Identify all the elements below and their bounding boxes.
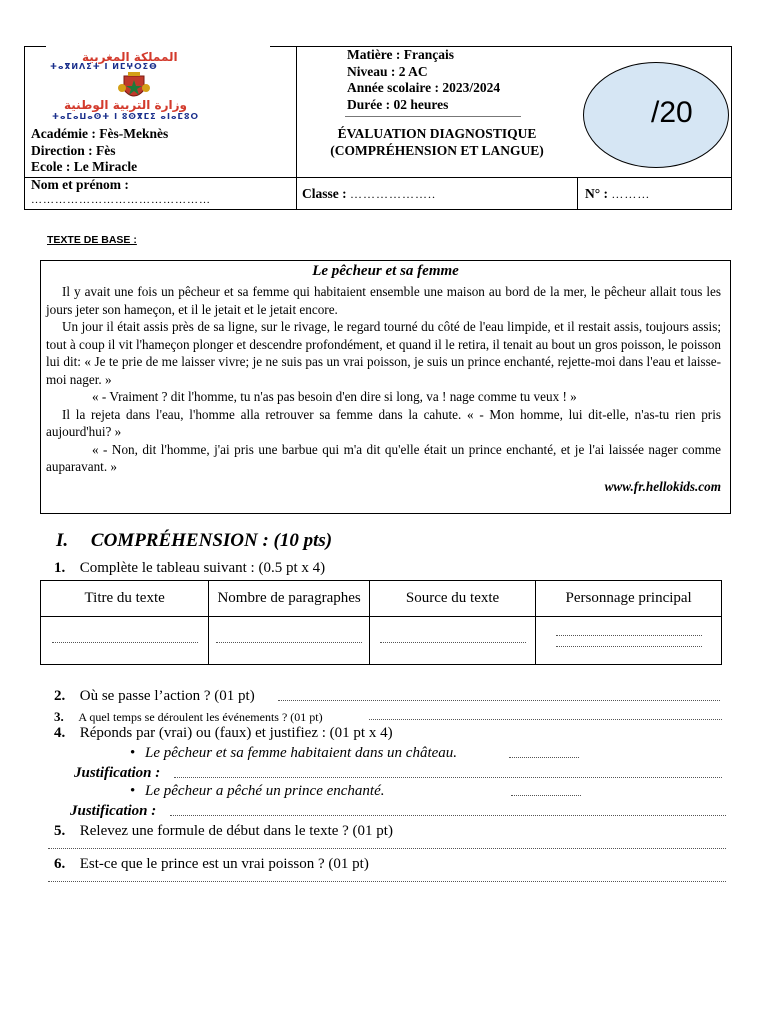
texte-paragraph-1: Il y avait une fois un pêcheur et sa femme qui habitaient ensemble une maison au bord de la mer, le pêcheur allait tous les jours jeter son hameçon, et il le jetait et le jetait encore. [46, 284, 721, 317]
classe-dots[interactable]: ……………….. [350, 187, 436, 201]
header-divider [345, 116, 521, 117]
justification-2-line[interactable] [170, 815, 726, 816]
classe-field[interactable] [302, 186, 436, 202]
logo-arabic-ministry: وزارة التربية الوطنية [64, 98, 188, 112]
question-4-item-1-text: Le pêcheur et sa femme habitaient dans un château. [145, 745, 458, 761]
justification-1-label: Justification : [74, 765, 161, 781]
texte-paragraph-3: « - Vraiment ? dit l'homme, tu n'as pas besoin d'en dire si long, va ! nage comme tu veux ! » [92, 389, 577, 404]
table-header-personnage: Personnage principal [536, 581, 722, 617]
ecole-label: Ecole : Le Miracle [31, 159, 138, 174]
question-4 [54, 725, 393, 742]
duree-label: Durée : 02 heures [347, 97, 449, 112]
question-5-number: 5. [54, 823, 66, 839]
question-1 [54, 560, 325, 577]
texte-de-base-label: TEXTE DE BASE : [47, 234, 137, 246]
nom-prenom-field[interactable]: ……………………………………… [31, 194, 211, 206]
texte-title: Le pêcheur et sa femme [312, 263, 459, 279]
bullet-icon: • [130, 783, 136, 799]
logo-tifinagh-kingdom: ⵜⴰⴳⵍⴷⵉⵜ ⵏ ⵍⵎⵖⵔⵉⴱ [50, 62, 158, 71]
question-5 [54, 823, 393, 840]
nom-prenom-label[interactable]: Nom et prénom : [31, 177, 129, 192]
justification-2-label: Justification : [70, 803, 157, 819]
logo-arabic-kingdom: المملكة المغربية [82, 50, 178, 64]
table-header-titre: Titre du texte [41, 581, 209, 617]
section-title: COMPRÉHENSION : (10 pts) [90, 530, 333, 551]
numero-label: N° : [585, 186, 609, 201]
question-4-item-2-text: Le pêcheur a pêché un prince enchanté. [145, 783, 385, 799]
academie-label: Académie : Fès-Meknès [31, 126, 169, 141]
table-cell-titre[interactable] [41, 617, 209, 665]
bullet-icon: • [130, 745, 136, 761]
question-2 [54, 688, 255, 705]
question-4-item-1-answer[interactable] [509, 757, 579, 758]
question-4-text: Réponds par (vrai) ou (faux) et justifiez : (01 pt x 4) [79, 725, 393, 741]
question-3-number: 3. [54, 709, 64, 724]
score-text: /20 [651, 96, 693, 129]
matiere-label: Matière : Français [347, 47, 454, 62]
justification-1-line[interactable] [174, 777, 722, 778]
question-6-number: 6. [54, 856, 66, 872]
question-4-item-1 [130, 745, 457, 762]
numero-field[interactable] [585, 186, 650, 202]
question-5-text: Relevez une formule de début dans le texte ? (01 pt) [79, 823, 393, 839]
table-cell-source[interactable] [369, 617, 535, 665]
texte-paragraph-5: « - Non, dit l'homme, j'ai pris une barbue qui m'a dit qu'elle était un prince enchanté, et je l'ai laissée nager comme auparavant. » [46, 441, 721, 474]
question-1-number: 1. [54, 560, 66, 576]
question-3-answer-line[interactable] [369, 719, 722, 720]
comprehension-table [40, 580, 722, 665]
direction-label: Direction : Fès [31, 143, 116, 158]
texte-source: www.fr.hellokids.com [604, 478, 721, 494]
section-heading [56, 530, 332, 552]
eval-subtitle: (COMPRÉHENSION ET LANGUE) [330, 143, 544, 158]
section-number: I. [56, 530, 69, 551]
eval-title: ÉVALUATION DIAGNOSTIQUE [337, 126, 537, 141]
question-1-text: Complète le tableau suivant : (0.5 pt x 4) [79, 560, 326, 576]
texte-paragraph-4: Il la rejeta dans l'eau, l'homme alla retrouver sa femme dans la cahute. « - Mon homme, lui dit-elle, n'as-tu rien pris aujourd'hui? » [46, 406, 721, 439]
question-2-text: Où se passe l’action ? (01 pt) [79, 688, 255, 704]
numero-dots[interactable]: ……… [611, 187, 651, 201]
question-6-answer-line[interactable] [48, 881, 726, 882]
texte-box [40, 260, 731, 514]
table-header-source: Source du texte [369, 581, 535, 617]
annee-label: Année scolaire : 2023/2024 [347, 80, 501, 95]
question-4-number: 4. [54, 725, 66, 741]
logo-tifinagh-ministry: ⵜⴰⵎⴰⵡⴰⵙⵜ ⵏ ⵓⵙⴳⵎⵉ ⴰⵏⴰⵎⵓⵔ [52, 112, 199, 121]
question-2-number: 2. [54, 688, 66, 704]
table-cell-personnage[interactable] [536, 617, 722, 665]
texte-paragraph-2: Un jour il était assis près de sa ligne, sur le rivage, le regard tourné du côté de l'eau limpide, et il restait assis, toujours assis; tout à coup il vit l'hameçon plonger et descendre profondément, et quand il le retira, il tenait au bout un gros poisson, le poisson lui dit: « Je te prie de me laisser vivre; je ne suis pas un vrai poisson, je suis un prince enchanté, rejette-moi dans l'eau et laisse-moi nager. » [46, 319, 721, 387]
table-header-paragraphes: Nombre de paragraphes [209, 581, 370, 617]
table-cell-paragraphes[interactable] [209, 617, 370, 665]
question-3 [54, 709, 323, 725]
question-6-text: Est-ce que le prince est un vrai poisson ? (01 pt) [79, 856, 369, 872]
classe-label: Classe : [302, 186, 347, 201]
question-2-answer-line[interactable] [278, 700, 720, 701]
niveau-label: Niveau : 2 AC [347, 64, 428, 79]
question-3-text: A quel temps se déroulent les événements ? (01 pt) [78, 710, 323, 724]
question-5-answer-line[interactable] [48, 848, 726, 849]
question-6 [54, 856, 369, 873]
question-4-item-2-answer[interactable] [511, 795, 581, 796]
question-4-item-2 [130, 783, 385, 800]
